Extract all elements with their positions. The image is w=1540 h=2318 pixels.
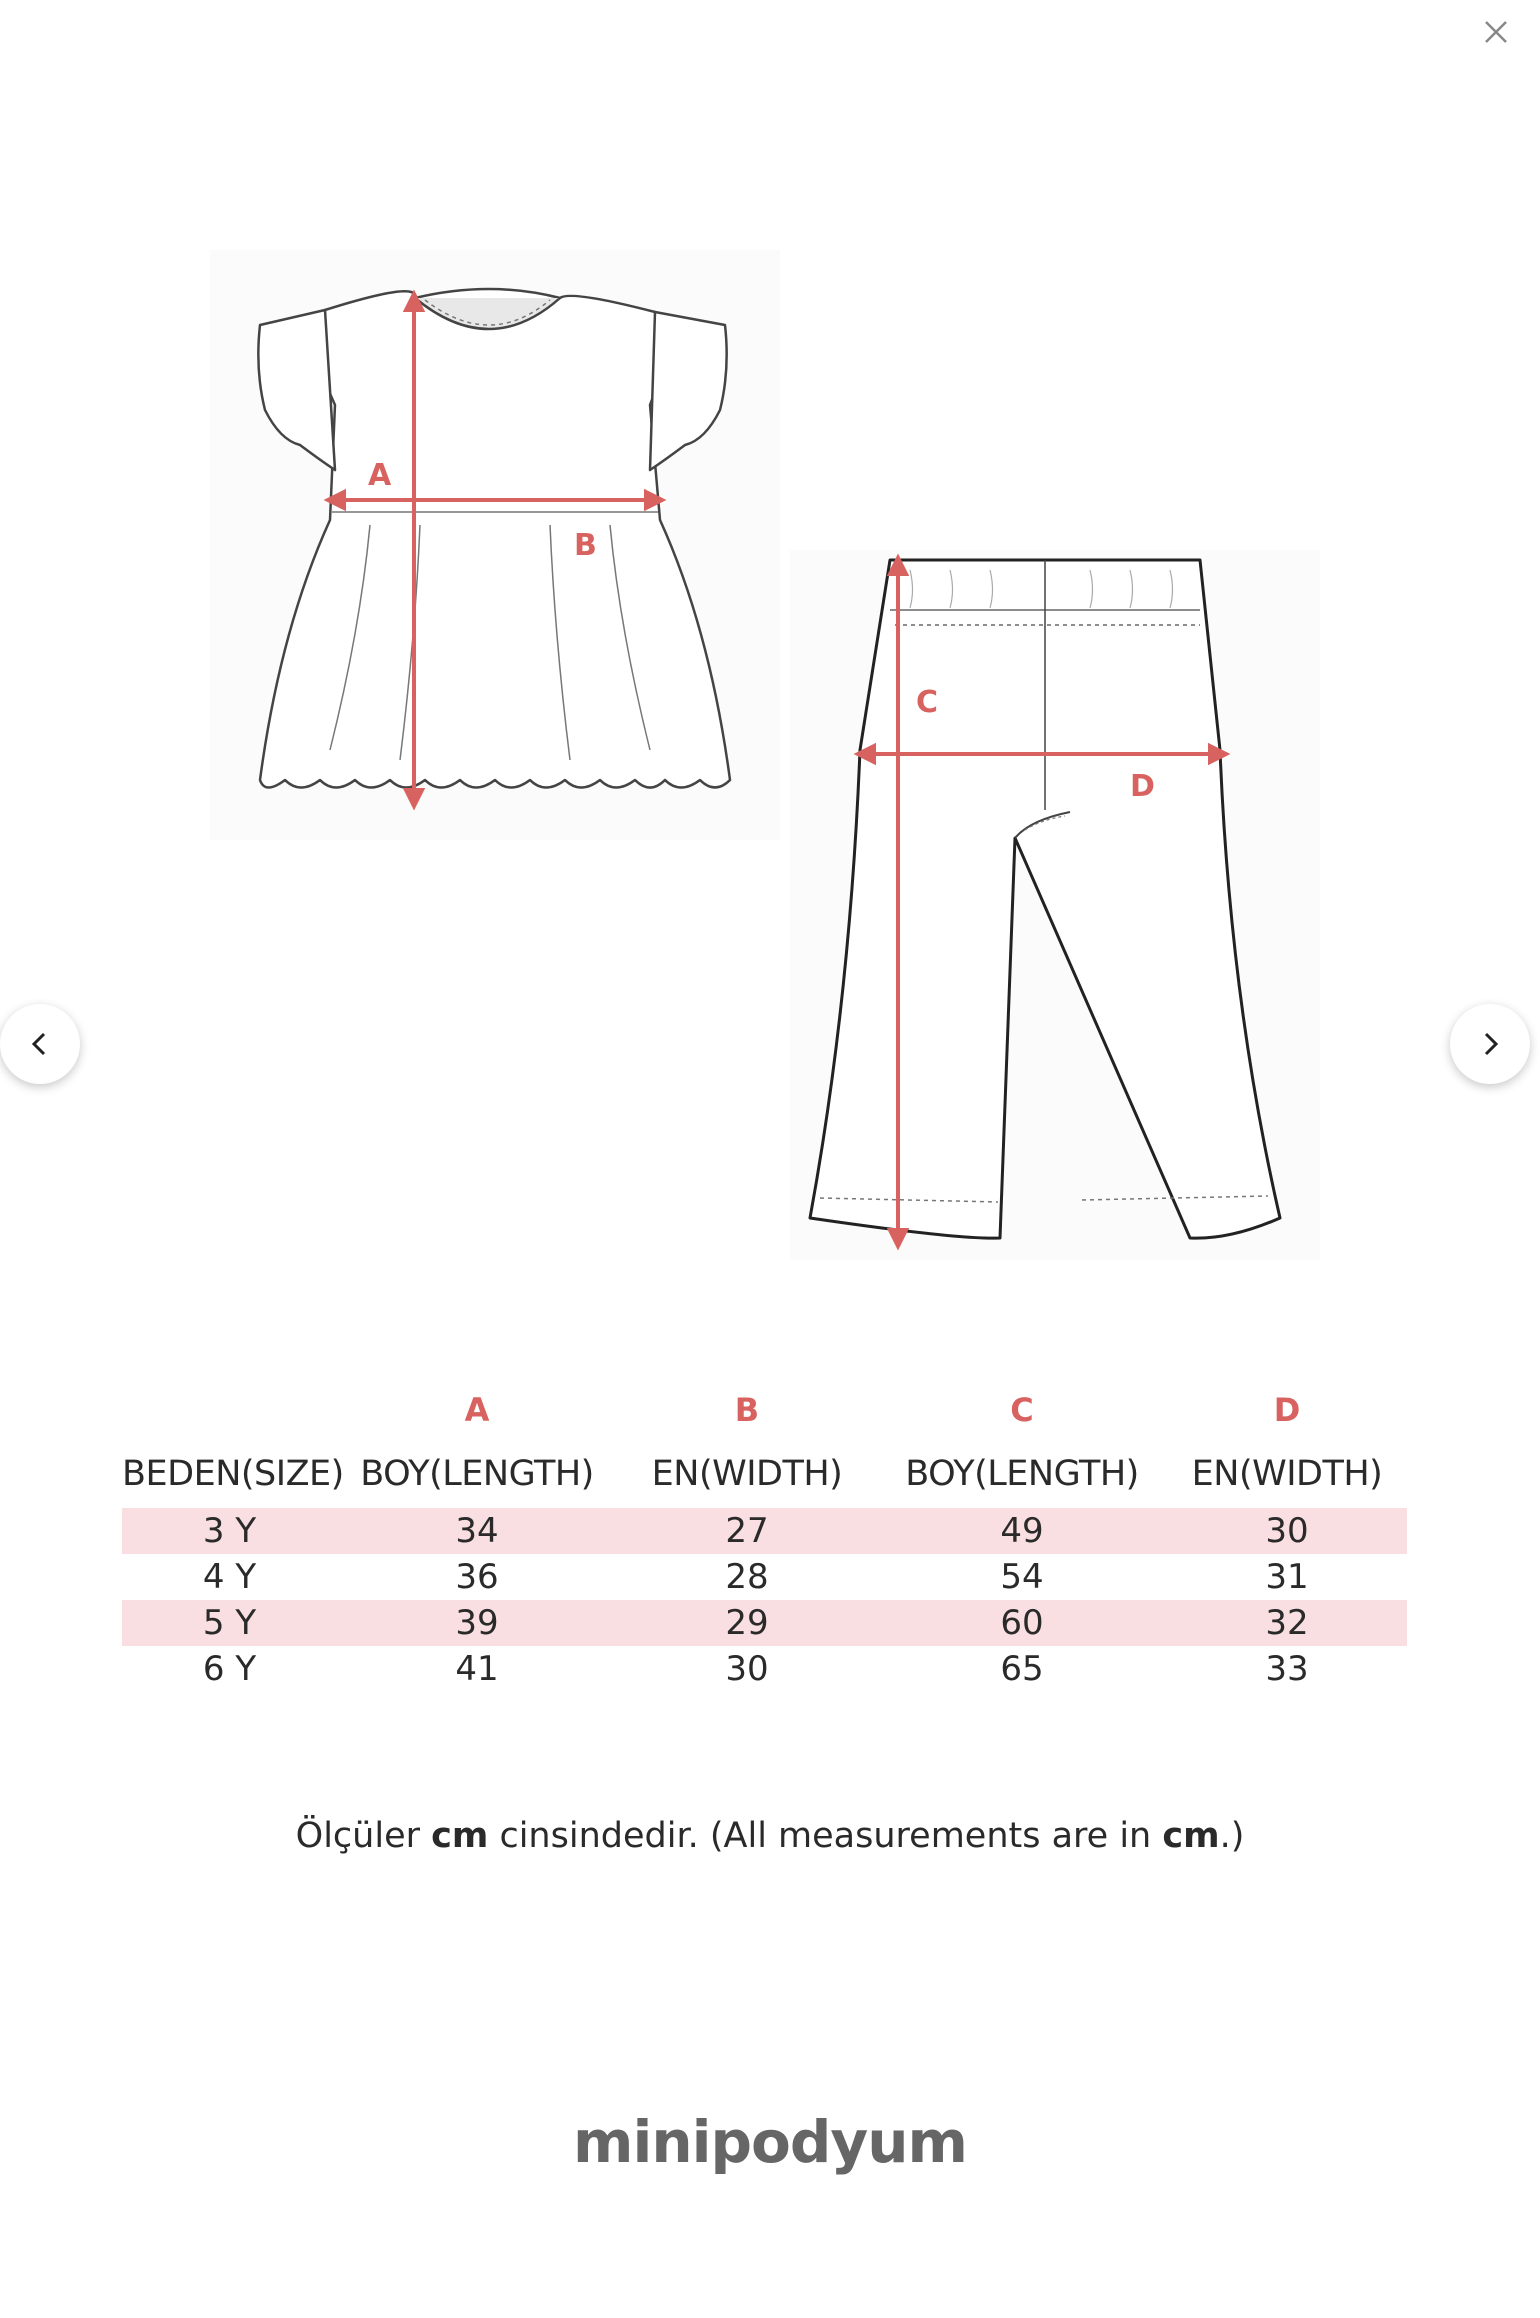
close-button[interactable]: [1472, 8, 1520, 56]
note-text: cinsindedir. (All measurements are in: [488, 1816, 1163, 1856]
table-cell: 36: [455, 1557, 499, 1597]
table-header-row: [122, 1440, 1407, 1508]
chevron-right-icon: [1470, 1024, 1510, 1064]
size-chart-table: [122, 1380, 1407, 1692]
column-header: BOY(LENGTH): [905, 1454, 1139, 1494]
pants-diagram: [790, 550, 1320, 1260]
table-cell: 6 Y: [202, 1649, 257, 1689]
table-row: [122, 1554, 1407, 1600]
note-text: .): [1219, 1816, 1245, 1856]
table-cell: 41: [455, 1649, 499, 1689]
label-a: A: [368, 458, 392, 493]
table-cell: 33: [1265, 1649, 1309, 1689]
label-d: D: [1130, 769, 1155, 804]
table-cell: 4 Y: [202, 1557, 257, 1597]
measurement-unit-note: [0, 1816, 1540, 1856]
table-cell: 3 Y: [202, 1511, 257, 1551]
previous-image-button[interactable]: [0, 1004, 80, 1084]
letter-cell: D: [1273, 1391, 1301, 1429]
table-row: [122, 1600, 1407, 1646]
letter-cell: B: [734, 1391, 760, 1429]
table-cell: 29: [725, 1603, 769, 1643]
note-unit: cm: [431, 1816, 489, 1856]
measurement-letter-row: [122, 1380, 1407, 1440]
column-header: BEDEN(SIZE): [122, 1454, 344, 1494]
column-header: BOY(LENGTH): [360, 1454, 594, 1494]
table-cell: 30: [1265, 1511, 1309, 1551]
table-row: [122, 1508, 1407, 1554]
column-header: EN(WIDTH): [1191, 1454, 1383, 1494]
table-cell: 28: [725, 1557, 769, 1597]
chevron-left-icon: [20, 1024, 60, 1064]
letter-cell: C: [1010, 1391, 1034, 1429]
table-cell: 34: [455, 1511, 499, 1551]
table-cell: 32: [1265, 1603, 1309, 1643]
letter-cell: A: [464, 1391, 490, 1429]
table-cell: 54: [1000, 1557, 1044, 1597]
table-cell: 30: [725, 1649, 769, 1689]
table-cell: 31: [1265, 1557, 1309, 1597]
table-cell: 65: [1000, 1649, 1044, 1689]
brand-logo: minipodyum: [573, 2108, 967, 2176]
table-cell: 5 Y: [202, 1603, 257, 1643]
top-garment-diagram: [210, 250, 780, 840]
label-b: B: [574, 528, 597, 563]
table-cell: 60: [1000, 1603, 1044, 1643]
note-text: Ölçüler: [295, 1816, 432, 1856]
note-unit: cm: [1162, 1816, 1220, 1856]
close-icon: [1472, 8, 1520, 56]
next-image-button[interactable]: [1450, 1004, 1530, 1084]
table-cell: 49: [1000, 1511, 1044, 1551]
table-cell: 39: [455, 1603, 499, 1643]
label-c: C: [916, 685, 939, 720]
table-cell: 27: [725, 1511, 769, 1551]
column-header: EN(WIDTH): [651, 1454, 843, 1494]
table-row: [122, 1646, 1407, 1692]
